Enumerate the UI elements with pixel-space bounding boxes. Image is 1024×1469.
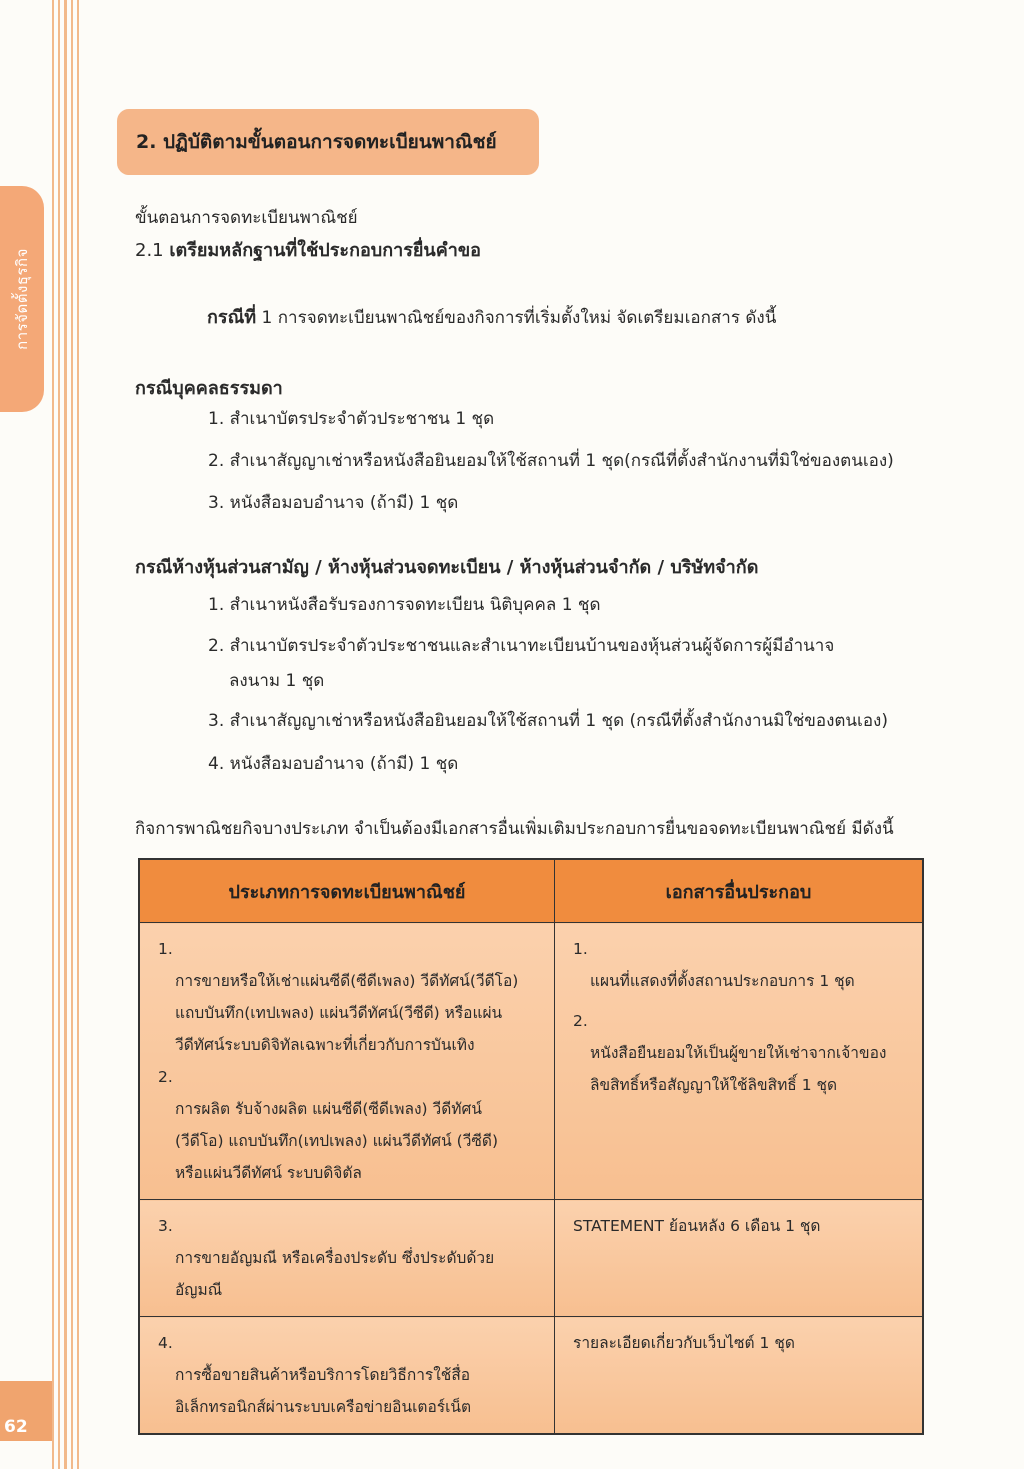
margin-stripe (64, 0, 67, 1469)
documents-table (138, 858, 924, 1435)
docs-cell (555, 1200, 924, 1317)
type-cell (139, 923, 555, 1200)
section-heading-text: 2. ปฏิบัติตามขั้นตอนการจดทะเบียนพาณิชย์ (136, 131, 497, 153)
margin-stripe (58, 0, 60, 1469)
table-header-docs: เอกสารอื่นประกอบ (555, 859, 924, 923)
table-row (139, 923, 923, 1200)
type-item: 2. การผลิต รับจ้างผลิต แผ่นซีดี(ซีดีเพลง) วีดีทัศน์ (วีดีโอ) แถบบันทึก(เทปเพลง) แผ่นวีดีทัศน์ (วีซีดี) หรือแผ่นวีดีทัศน์ ระบบดิจิตัล (158, 1068, 499, 1182)
individual-heading: กรณีบุคคลธรรมดา (135, 378, 283, 399)
case-1-label: กรณีที่ (207, 307, 257, 328)
page-number: 62 (4, 1417, 28, 1437)
docs-cell (555, 923, 924, 1200)
case-1-text: 1 การจดทะเบียนพาณิชย์ของกิจการที่เริ่มตั้งใหม่ จัดเตรียมเอกสาร ดังนี้ (256, 308, 777, 328)
subsection-title (135, 235, 481, 264)
case-1-line (207, 302, 776, 331)
margin-stripe (71, 0, 73, 1469)
table-header-row (139, 859, 923, 923)
list-item: 3. หนังสือมอบอำนาจ (ถ้ามี) 1 ชุด (208, 493, 459, 513)
note-text: กิจการพาณิชยกิจบางประเภท จำเป็นต้องมีเอกสารอื่นเพิ่มเติมประกอบการยื่นขอจดทะเบียนพาณิชย์ มีดังนี้ (135, 819, 894, 839)
margin-stripe (77, 0, 79, 1469)
list-item: 3. สำเนาสัญญาเช่าหรือหนังสือยินยอมให้ใช้สถานที่ 1 ชุด (กรณีที่ตั้งสำนักงานมิใช่ของตนเอง) (208, 711, 888, 731)
doc-item: STATEMENT ย้อนหลัง 6 เดือน 1 ชุด (573, 1217, 821, 1235)
type-item: 4. การซื้อขายสินค้าหรือบริการโดยวิธีการใช้สื่อ อิเล็กทรอนิกส์ผ่านระบบเครือข่ายอินเตอร์เน็ต (158, 1334, 472, 1416)
intro-line: ขั้นตอนการจดทะเบียนพาณิชย์ (135, 208, 358, 228)
doc-item: 2. หนังสือยืนยอมให้เป็นผู้ขายให้เช่าจากเจ้าของ ลิขสิทธิ์หรือสัญญาให้ใช้ลิขสิทธิ์ 1 ชุด (573, 1012, 887, 1094)
doc-item: รายละเอียดเกี่ยวกับเว็บไซต์ 1 ชุด (573, 1334, 795, 1352)
list-item-continuation: ลงนาม 1 ชุด (229, 671, 325, 691)
list-item: 1. สำเนาบัตรประจำตัวประชาชน 1 ชุด (208, 409, 495, 429)
chapter-side-tab-label: การจัดตั้งธุรกิจ (13, 248, 31, 350)
doc-item: 1. แผนที่แสดงที่ตั้งสถานประกอบการ 1 ชุด (573, 940, 855, 990)
table-row (139, 1317, 923, 1435)
type-cell (139, 1317, 555, 1435)
list-item: 1. สำเนาหนังสือรับรองการจดทะเบียน นิติบุคคล 1 ชุด (208, 595, 601, 615)
section-heading (117, 109, 539, 175)
list-item: 2. สำเนาบัตรประจำตัวประชาชนและสำเนาทะเบียนบ้านของหุ้นส่วนผู้จัดการผู้มีอำนาจ (208, 636, 835, 656)
type-item: 3. การขายอัญมณี หรือเครื่องประดับ ซึ่งประดับด้วย อัญมณี (158, 1217, 495, 1299)
type-cell (139, 1200, 555, 1317)
subsection-number: 2.1 (135, 240, 164, 261)
table-header-type: ประเภทการจดทะเบียนพาณิชย์ (139, 859, 555, 923)
margin-stripe (52, 0, 54, 1469)
partnership-heading: กรณีห้างหุ้นส่วนสามัญ / ห้างหุ้นส่วนจดทะเบียน / ห้างหุ้นส่วนจำกัด / บริษัทจำกัด (135, 557, 759, 578)
list-item: 2. สำเนาสัญญาเช่าหรือหนังสือยินยอมให้ใช้สถานที่ 1 ชุด(กรณีที่ตั้งสำนักงานที่มิใช่ของตนเอง) (208, 451, 894, 471)
subsection-title-text: เตรียมหลักฐานที่ใช้ประกอบการยื่นคำขอ (169, 240, 481, 261)
docs-cell (555, 1317, 924, 1435)
table-row (139, 1200, 923, 1317)
type-item: 1. การขายหรือให้เช่าแผ่นซีดี(ซีดีเพลง) วีดีทัศน์(วีดีโอ) แถบบันทึก(เทปเพลง) แผ่นวีดีทัศน์(วีซีดี) หรือแผ่น วีดีทัศน์ระบบดิจิทัลเฉพาะที่เกี่ยวกับการบันเทิง (158, 940, 519, 1054)
list-item: 4. หนังสือมอบอำนาจ (ถ้ามี) 1 ชุด (208, 754, 459, 774)
page-number-box (0, 1381, 52, 1441)
